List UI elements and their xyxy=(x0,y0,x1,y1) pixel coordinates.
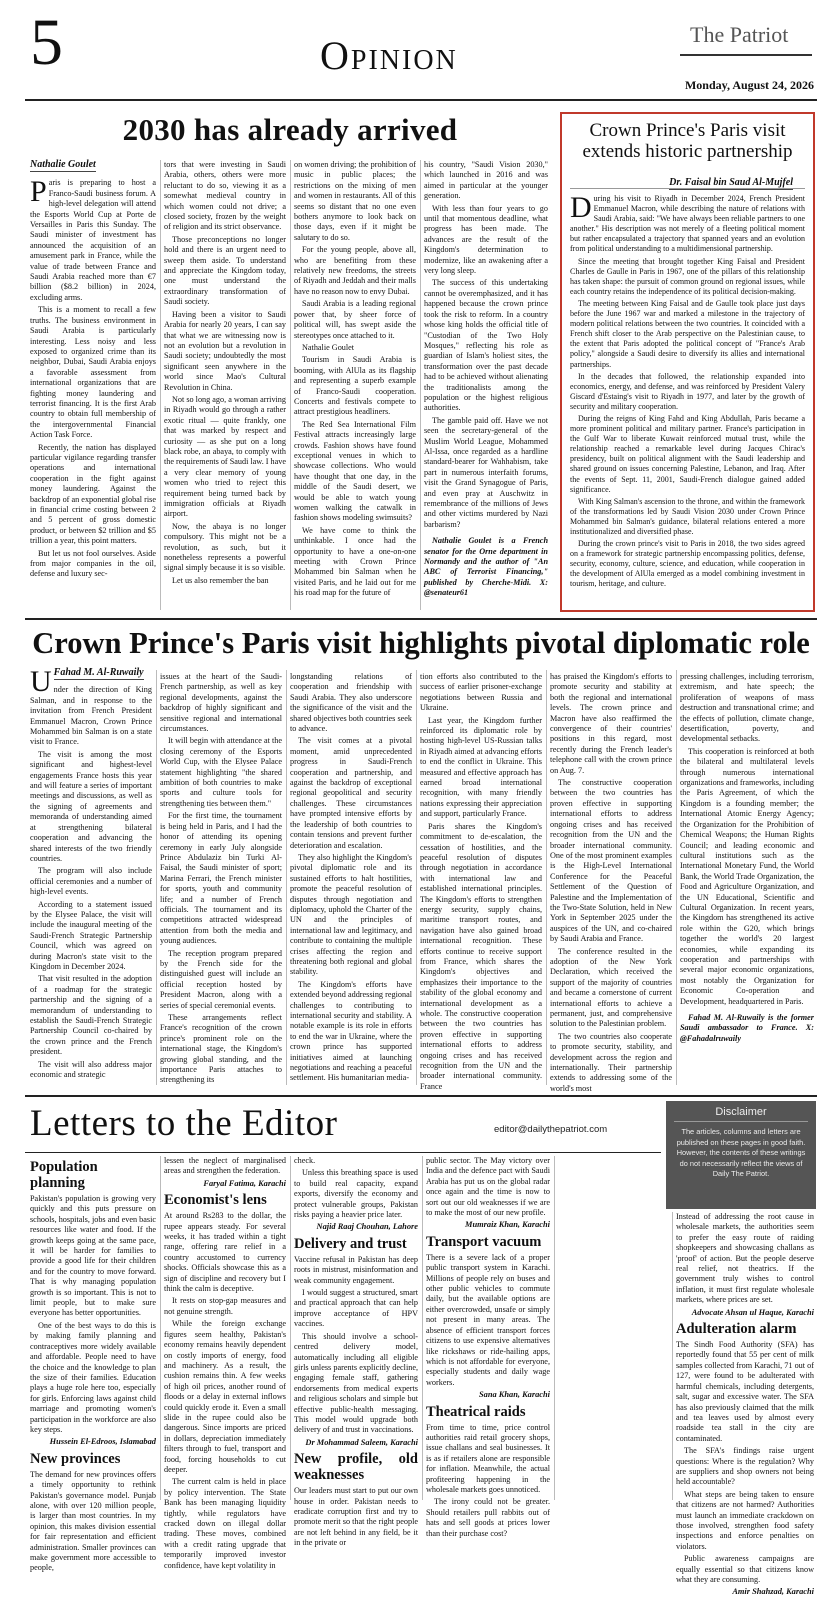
paragraph: This is a moment to recall a few truths. The business environment in Saudi Arabia is particularly interesting. Less noisy and less exposed to organized crime than its neighbor, Dubai, Saudi Arabia enjoys a favorable assessment from international organizations that are fighting money laundering and terrorist financing. It is the first Arab country to obtain full membership of the intergovernmental Financial Action Task Force. xyxy=(30,305,156,440)
column-divider xyxy=(160,160,161,610)
letter-signature: Sana Khan, Karachi xyxy=(479,1390,550,1400)
article1-dropcap: P xyxy=(30,175,47,209)
section-title-text: Opinion xyxy=(320,33,458,78)
paragraph: This should involve a school-centred delivery model, automatically including all eligible girls unless parents explicitly decline, engaging female staff, gathering endorsements from medical experts and religious scholars and simple but effective public-health messaging. This model would upgrade both delivery of and trust in vaccinations. xyxy=(294,1331,418,1435)
column-divider xyxy=(422,1156,423,1500)
paragraph: Our leaders must start to put our own house in order. Pakistan needs to eradicate corruption first and try to promote merit so that the right people are not left behind in any field, be it in the private or xyxy=(294,1486,418,1548)
paragraph: Not so long ago, a woman arriving in Riyadh would go through a rather exotic ritual — quite frankly, one that was marked by respect and curiosity — as she put on a long black robe, an abaya, to comply with the requirements of Saudi law. I have a very clear memory of young women who tried to reject this requirement being turned back by immigration officials at Riyadh airport. xyxy=(164,394,287,519)
letters-col-3 xyxy=(294,1156,418,1548)
column-divider xyxy=(554,1156,555,1500)
page-number: 5 xyxy=(30,6,63,79)
paragraph: public sector. The May victory over India and the defence pact with Saudi Arabia has put us on the global radar once again and the time is now to sort out our old weaknesses if we are to make the most of our new profile. xyxy=(426,1156,550,1218)
letter-signature: Dr Mohammad Saleem, Karachi xyxy=(305,1437,418,1447)
paragraph: In the decades that followed, the relationship expanded into economics, energy, and defense, and was reinforced by President Valery Giscard d'Estaing's visit to Riyadh in 1977, and later by the growth of security and military cooperation. xyxy=(570,371,805,411)
letter-signature: Hussein El-Edroos, Islamabad xyxy=(49,1437,156,1447)
article2-col-4 xyxy=(420,672,542,1091)
column-divider xyxy=(156,670,157,1085)
letter-heading: New profile, old weaknesses xyxy=(294,1451,418,1484)
disclaimer-text: The articles, columns and letters are published on these pages in good faith. However, the contents of these writings do not necessarily reflect the views of Daily The Patriot. xyxy=(676,1127,806,1179)
article1-byline: Nathalie Goulet xyxy=(30,160,96,172)
paragraph: The two countries also cooperate to promote security, stability, and development across the region and internationally. Their partnership extends to addressing some of the world's most xyxy=(550,1031,672,1093)
column-divider xyxy=(676,670,677,1085)
paragraph: During the reigns of King Fahd and King Abdullah, Paris became a more prominent political and military partner. France's participation in the Gulf War to liberate Kuwait reinforced mutual trust, while the relationship reached a remarkable level during Jacques Chirac's presidency, built on political alignment with the Saudi leadership and shared ground on issues concerning Palestine, Lebanon, and Iraq. After the events of Sept. 11, 2001, Saudi-French dialogue gained added significance. xyxy=(570,413,805,494)
paragraph: For the young people, above all, who are benefiting from these relatively new freedoms, the streets of Riyadh and Jeddah and their malls have no reason now to envy Dubai. xyxy=(294,245,416,296)
paragraph: tion efforts also contributed to the success of earlier prisoner-exchange negotiations between Russia and Ukraine. xyxy=(420,672,542,713)
paragraph: The current calm is held in place by policy intervention. The State Bank has been managing liquidity tightly, while regulators have cracked down on illegal dollar trading. These moves, combined with a credit rating upgrade that temporarily improved investor confidence, have kept volatility in xyxy=(164,1477,286,1570)
paragraph: That visit resulted in the adoption of a roadmap for the strategic partnership and the signing of a memorandum of understanding to establish the Saudi-French Strategic Partnership Council co-chaired by the crown prince and the French president. xyxy=(30,974,152,1057)
sidebar-dropcap: D xyxy=(570,191,592,224)
letters-col-2 xyxy=(164,1156,286,1570)
column-divider xyxy=(672,1212,673,1500)
paragraph: It will begin with attendance at the closing ceremony of the Esports World Cup, with the Elysee Palace statement highlighting "the shared ambition of both countries to make sports and culture tools for strengthening ties between them." xyxy=(160,736,282,808)
paragraph: Public awareness campaigns are equally essential so that citizens know what they are consuming. xyxy=(676,1554,814,1584)
article1-footnote: Nathalie Goulet is a French senator for the Orne department in Normandy and the author of "An ABC of Terrorist Financing," published by Cherche-Midi. X: @senateur61 xyxy=(424,536,548,598)
article2-col-5 xyxy=(550,672,672,1093)
paragraph: Now, the abaya is no longer compulsory. This might not be a revolution, as such, but it nonetheless represents a powerful signal simply because it is so visible. xyxy=(164,521,286,573)
paragraph: Those preconceptions no longer hold and there is an urgent need to sweep them aside. To understand and appreciate the Kingdom today, one must understand the extraordinary transformation of Saudi society. xyxy=(164,234,286,307)
paragraph: The visit comes at a pivotal moment, amid unprecedented progress in Saudi-French cooperation and partnership, and against the backdrop of exceptional regional geopolitical and security challenges. These circumstances have prompted intensive efforts by the leadership of both countries to contain tensions and prevent further deterioration and escalation. xyxy=(290,736,412,850)
paragraph: Nathalie Goulet xyxy=(302,342,355,352)
paragraph: longstanding relations of cooperation and friendship with Saudi Arabia. They also underscore the significance of the visit and the shared objectives both countries seek to advance. xyxy=(290,672,412,734)
paragraph: aris is preparing to host a Franco-Saudi business forum. A high-level delegation will attend the Esports World Cup at Porte de Versailles in Paris this Sunday. The Saudi minister of investment has announced the acquisition of an amusement park in France, while the value of trade between France and Saudi Arabia reached more than €7 billion ($8.2 billion) in 2024, excluding arms. xyxy=(30,178,156,302)
letter-heading: Population planning xyxy=(30,1159,98,1191)
paragraph: But let us not fool ourselves. Aside from major companies in the oil, defense and luxury sec- xyxy=(30,548,156,579)
paper-name: The Patriot xyxy=(690,22,789,47)
letter-signature: Advocate Ahsan ul Haque, Karachi xyxy=(691,1307,814,1317)
article2-col-3 xyxy=(290,672,412,1088)
paragraph: I would suggest a structured, smart and practical approach that can help improve acceptance of HPV vaccines. xyxy=(294,1288,418,1329)
paragraph: Last year, the Kingdom further reinforced its diplomatic role by hosting high-level US-Russian talks in Riyadh aimed at advancing efforts to end the conflict in Ukraine. This measured and effective approach has earned broad international recognition, with many friendly nations expressing their appreciation and support, particularly France. xyxy=(420,715,542,819)
letter-signature: Mumraiz Khan, Karachi xyxy=(465,1220,550,1230)
article2-headline: Crown Prince's Paris visit highlights pivotal diplomatic role xyxy=(32,626,810,660)
paragraph: The gamble paid off. Have we not seen the secretary-general of the Muslim World League, Mohammed Al-Issa, once regarded as a hardline standard-bearer for Wahhabism, take part in numerous interfaith forums, visit the Grand Synagogue of Paris, and even pray at Auschwitz in remembrance of the millions of Jews and other victims murdered by Nazi barbarism? xyxy=(424,415,548,529)
sidebar-body xyxy=(570,191,805,590)
paragraph: The SFA's findings raise urgent questions: Where is the regulation? Why are suppliers and shop owners not being held accountable? xyxy=(676,1446,814,1487)
paragraph: Paris shares the Kingdom's commitment to de-escalation, the cessation of hostilities, and the peaceful resolution of disputes through negotiation in accordance with international law and established international principles. The Kingdom's efforts to strengthen energy security, supply chains, maritime transport routes, and navigation have also gained broad international recognition. These efforts continue to receive support from France, which shares the Kingdom's objectives and emphasizes their importance to the stability of the global economy and international development as a whole. The constructive cooperation between the two countries has proven effective in supporting international efforts to address ongoing crises and has received recognition from the UN and the broader international community. France xyxy=(420,821,542,1091)
paragraph: The Red Sea International Film Festival attracts increasingly large crowds. Fashion shows have found exceptional venues in which to showcase collections. Who would have thought that one day, in the middle of the Saudi desert, we would be able to watch young women walking the catwalk in fashion shows modeling swimsuits? xyxy=(294,419,416,523)
paragraph: The conference resulted in the adoption of the New York Declaration, which received the support of the majority of countries and became a cornerstone of current international efforts to achieve a permanent, just, and comprehensive solution to the Palestinian problem. xyxy=(550,946,672,1029)
column-divider xyxy=(420,160,421,610)
paragraph: The demand for new provinces offers a timely opportunity to rethink Pakistan's governance model. Punjab alone, with over 120 million people, is larger than most countries. In my opinion, this makes division essential for fair representation and efficient administration. Smaller provinces can make government more accessible to people, xyxy=(30,1469,156,1573)
article2-col-2 xyxy=(160,672,282,1088)
paragraph: What steps are being taken to ensure that citizens are not harmed? Authorities must launch an immediate crackdown on those involved, strengthen food safety inspections and enforce penalties on violators. xyxy=(676,1489,814,1551)
paragraph: issues at the heart of the Saudi-French partnership, as well as key regional developments, against the backdrop of highly significant and sensitive regional and international circumstances. xyxy=(160,672,282,734)
column-divider xyxy=(286,670,287,1085)
sidebar-headline-rule xyxy=(570,188,805,189)
paragraph: Instead of addressing the root cause in wholesale markets, the authorities seem to prefer the easy route of raiding shopkeepers and showcasing challans as 'proof' of action. But the people deserve real relief, not theatrics. If the government truly wishes to control inflation, it must first regulate wholesale markets, where prices are set. xyxy=(676,1212,814,1305)
paragraph: uring his visit to Riyadh in December 2024, French President Emmanuel Macron, while describing the nature of relations with Saudi Arabia, said: "We have always been reliable partners to one another." His description was not merely of a fleeting political moment but rather encapsulated a trajectory that spanned years and an evolution from political understanding to a multidimensional partnership. xyxy=(570,194,805,254)
paragraph: There is a severe lack of a proper public transport system in Karachi. Millions of people rely on buses and other public vehicles to commute daily, but the available options are either overcrowded, unsafe or simply not present in many areas. The absence of efficient transport forces citizens to use expensive alternatives like rickshaws or ride-hailing apps, which is not affordable for everyone, especially students and daily wage workers. xyxy=(426,1252,550,1387)
article1-col-3 xyxy=(294,160,416,612)
letter-signature: Faryal Fatima, Karachi xyxy=(203,1178,286,1188)
article2-col-6 xyxy=(680,672,814,1088)
section-rule-1 xyxy=(25,618,817,620)
paragraph: From time to time, price control authorities raid retail grocery shops, issue challans and seal businesses. It is as if retailers alone are responsible for inflation. Meanwhile, the actual profiteering happening in the wholesale markets goes unnoticed. xyxy=(426,1422,550,1494)
column-divider xyxy=(546,670,547,1085)
paragraph: The program will also include official ceremonies and a number of high-level events. xyxy=(30,866,152,897)
header-bottom-rule xyxy=(25,99,817,101)
paragraph: his country, "Saudi Vision 2030," which launched in 2016 and was aimed in particular at the younger generation. xyxy=(424,160,548,201)
sidebar-byline: Dr. Faisal bin Saud Al-Mujfel xyxy=(669,177,793,188)
letter-heading: Delivery and trust xyxy=(294,1235,407,1252)
paragraph: pressing challenges, including terrorism, extremism, and hate speech; the proliferation of weapons of mass destruction and transnational crime; and the effects of pollution, climate change, desertification, poverty, and developmental setbacks. xyxy=(680,672,814,744)
letter-heading: Transport vacuum xyxy=(426,1233,542,1250)
article2-col-1 xyxy=(30,665,152,1088)
paragraph: While the foreign exchange figures seem healthy, Pakistan's economy remains heavily dependent on costly imports of energy, food and machinery. As a result, the cushion remains thin. A few weeks of high oil prices, another round of floods or a delay in external inflows could quickly erode it. Even a small slide in the rupee could also be dangerous. Since imports are priced in dollars, depreciation immediately filters through to fuel, transport and food, forcing households to cut deeper. xyxy=(164,1319,286,1474)
paragraph: lessen the neglect of marginalised areas and strengthen the federation. xyxy=(164,1156,286,1176)
paragraph: The visit is among the most significant and highest-level engagements France hosts this year and will feature a series of important meetings and discussions, as well as the signing of agreements and memoranda of understanding aimed at strengthening bilateral cooperation and advancing the shared interests of the two friendly countries. xyxy=(30,749,152,863)
article2-footnote: Fahad M. Al-Ruwaily is the former Saudi ambassador to France. X: @Fahadalruwaily xyxy=(680,1013,814,1043)
article2-byline: Fahad M. Al-Ruwaily xyxy=(54,668,144,680)
letters-col-5-main xyxy=(676,1212,814,1597)
paragraph: This cooperation is reinforced at both the bilateral and multilateral levels through numerous international organizations and frameworks, including the Paris Agreement, of which the Kingdom is a founding member; the International Atomic Energy Agency; the Organization for the Prohibition of Chemical Weapons; the Human Rights Council; and leading economic and cultural institutions such as the International Monetary Fund, the World Bank, the World Trade Organization, the Food and Agriculture Organization, and the UN Educational, Scientific and Cultural Organization. In recent years, the Kingdom has strengthened its active role within the G20, which brings together the world's 20 largest economies, while expanding its cooperation and partnerships with several major economic organizations, most notably the Organization for Economic Co-operation and Development, headquartered in Paris. xyxy=(680,746,814,1006)
paragraph: The Sindh Food Authority (SFA) has reportedly found that 55 per cent of milk samples collected from Karachi, 71 out of 127, were found to be adulterated with harmful chemicals, including detergents, salt, sugar and excessive water. The SFA has also previously claimed that the milk and tea leaves used by almost every roadside tea stall in the city are contaminated. xyxy=(676,1340,814,1443)
paragraph: Vaccine refusal in Pakistan has deep roots in mistrust, misinformation and weak community engagement. xyxy=(294,1254,418,1285)
paragraph: has praised the Kingdom's efforts to promote security and stability at both the regional and international levels. The crown prince and Macron have also reaffirmed the convergence of their countries' positions in this regard, most recently during the French leader's telephone call with the crown prince on Aug. 7. xyxy=(550,672,672,775)
article1-col-2 xyxy=(164,160,286,612)
paragraph: During the crown prince's visit to Paris in 2018, the two sides agreed on a framework for strategic partnership encompassing politics, defense, security, economy, culture, science, and education, while cooperation in the development of AlUla emerged as a model combining investment in tourism, heritage, and culture. xyxy=(570,539,805,589)
paragraph: The meeting between King Faisal and de Gaulle took place just days before the June 1967 war and marked a milestone in the trajectory of modern political relations between the two countries. It coincided with a French shift closer to the Arab perspective on the Palestinian cause, to the extent that Paris adopted the political concept of "France's Arab policy," alongside a Saudi desire to diversify its allies and international partnerships. xyxy=(570,298,805,369)
article1-headline: 2030 has already arrived xyxy=(122,112,458,147)
letter-heading: Adulteration alarm xyxy=(676,1321,797,1338)
paragraph: The visit will also address major economic and strategic xyxy=(30,1059,152,1080)
letters-section-title: Letters to the Editor xyxy=(30,1103,338,1144)
paragraph: The Kingdom's efforts have extended beyond addressing regional challenges to contributing to international security and stability. A notable example is its role in efforts to end the war in Ukraine, where the crown prince has supported initiatives aimed at launching negotiations and reaching a peaceful settlement. His humanitarian media- xyxy=(290,979,412,1083)
paragraph: The success of this undertaking cannot be overemphasized, and it has happened because the crown prince took the risk to reform. In a country whose king holds the official title of "Custodian of the Two Holy Mosques," reflecting his role as guardian of Islam's holiest sites, the transformation over the past decade had to be achieved without alienating the traditionalists among the population or the highest religious authorities. xyxy=(424,278,548,413)
paragraph: Saudi Arabia is a leading regional power that, by sheer force of political will, has swept aside the stereotypes once attached to it. xyxy=(294,299,416,340)
letters-col-1 xyxy=(30,1156,156,1573)
paragraph: These arrangements reflect France's recognition of the crown prince's prominent role on the international stage, the Kingdom's growing global standing, and the importance Paris attaches to strengthening its xyxy=(160,1013,282,1085)
article1-col-1 xyxy=(30,160,156,612)
section-title xyxy=(320,34,458,78)
paragraph: nder the direction of King Salman, and in response to the invitation from French President Emmanuel Macron, Crown Prince Mohammed bin Salman is on a state visit to France. xyxy=(30,685,152,747)
paragraph: One of the best ways to do this is by making family planning and contraceptives more widely available and affordable. People need to have the choice and the knowledge to plan the size of their families. Education plays a huge role here too, especially for girls. Enforcing laws against child marriage and promoting women's participation in the workforce are also key steps. xyxy=(30,1320,156,1434)
letter-heading: Economist's lens xyxy=(164,1192,267,1209)
paragraph: At around Rs283 to the dollar, the rupee appears steady. For several weeks, it has traded within a tight range, offering rare relief in a country accustomed to currency shocks. Officials showcase this as a sign of discipline and recovery but I think the calm is deceptive. xyxy=(164,1211,286,1294)
column-divider xyxy=(416,670,417,1085)
issue-date: Monday, August 24, 2026 xyxy=(684,78,814,92)
paragraph: With King Salman's ascension to the throne, and within the framework of the transformations led by Saudi Vision 2030 under Crown Prince Mohammed bin Salman's guidance, bilateral relations entered a more institutionalized and diversified phase. xyxy=(570,496,805,536)
paragraph: For the first time, the tournament is being held in Paris, and I had the honor of attending its opening ceremony in early July alongside Prince Abdulaziz bin Turki Al-Faisal, the Saudi minister of sport; Marina Ferrari, the French minister for sports, youth and community life; and a number of French officials. The tournament and its competitions attracted widespread attention from both the media and young audiences. xyxy=(160,811,282,946)
paragraph: It rests on stop-gap measures and not genuine strength. xyxy=(164,1296,286,1316)
paragraph: Unless this breathing space is used to build real capacity, expand exports, diversify the economy and protect vulnerable groups, Pakistan risks paying a heavier price later. xyxy=(294,1168,418,1220)
sidebar-headline: Crown Prince's Paris visit extends historic partnership xyxy=(582,120,793,162)
paragraph: According to a statement issued by the Elysee Palace, the visit will include the inaugural meeting of the Saudi-French Strategic Partnership Council, which was agreed on during Macron's state visit to the Kingdom in December 2024. xyxy=(30,899,152,971)
paragraph: on women driving; the prohibition of music in public places; the restrictions on the mixing of men and women in restaurants. All of this seems so distant that no one even bothers anymore to look back on those days, even if it might be salutary to do so. xyxy=(294,160,416,242)
paragraph: The constructive cooperation between the two countries has proven effective in supporting international efforts to address ongoing crises and has received recognition from the UN and the broader international community. One of the most prominent examples is the High-Level International Conference for the Peaceful Settlement of the Question of Palestine and the Implementation of the Two-State Solution, held in New York in September 2025 under the auspices of the UN, and co-chaired by Saudi Arabia and France. xyxy=(550,778,672,944)
article1-body-1 xyxy=(30,175,156,579)
letter-heading: Theatrical raids xyxy=(426,1403,526,1420)
column-divider xyxy=(160,1156,161,1500)
paragraph: Let us also remember the ban xyxy=(172,575,269,585)
paragraph: tors that were investing in Saudi Arabia, others, others were more reluctant to do so, viewing it as a somewhat medieval country in which women could not drive; a closed society, frozen by the weight of religion and its strict observance. xyxy=(164,160,286,232)
paragraph: Since the meeting that brought together King Faisal and President Charles de Gaulle in Paris in 1967, one of the pillars of this relationship has taken shape: the pursuit of common ground on regional issues, while each country retains the independence of its political decision-making. xyxy=(570,256,805,296)
letters-header-rule xyxy=(25,1152,661,1153)
paragraph: The irony could not be greater. Should retailers pull rabbits out of hats and sell goods at prices lower than their purchase cost? xyxy=(426,1497,550,1538)
editor-email[interactable]: editor@dailythepatriot.com xyxy=(494,1124,608,1135)
paragraph: Recently, the nation has displayed particular vigilance regarding transfer operations and international cooperation in the fight against money laundering. Against the backdrop of an exponential global rise in financial crime costing between 2 and 5 percent of gross domestic product, or between $2 trillion and $5 trillion a year, this point matters. xyxy=(30,442,156,546)
article2-dropcap: U xyxy=(30,665,52,698)
column-divider xyxy=(290,1156,291,1500)
column-divider xyxy=(290,160,291,610)
disclaimer-box xyxy=(666,1101,816,1209)
paragraph: Having been a visitor to Saudi Arabia for nearly 20 years, I can say that what we are witnessing now is not an evolution but a revolution in Saudi society; undoubtedly the most significant seen anywhere in the world since Mao's Cultural Revolution in China. xyxy=(164,309,286,392)
disclaimer-title: Disclaimer xyxy=(674,1106,808,1122)
letter-heading: New provinces xyxy=(30,1450,121,1467)
paragraph: check. xyxy=(294,1156,316,1165)
paragraph: With less than four years to go until that momentous deadline, what progress has been made. The advances are the result of the Kingdom's determination to modernize, like an awakening after a very long sleep. xyxy=(424,203,548,276)
header-rule xyxy=(680,54,812,56)
paragraph: We have come to think the unthinkable. I once had the opportunity to have a one-on-one meeting with Crown Prince Mohammed bin Salman when he visited Paris, and he laid out for me his road map for the future of xyxy=(294,525,416,598)
letter-signature: Amir Shahzad, Karachi xyxy=(732,1587,814,1597)
sidebar-box xyxy=(560,112,815,612)
letters-spacer xyxy=(558,1156,668,1500)
paragraph: Tourism in Saudi Arabia is booming, with AlUla as its flagship and representing a superb example of Franco-Saudi cooperation. Concerts and festivals compete to attract prestigious headliners. xyxy=(294,355,416,417)
paragraph: The reception program prepared by the French side for the distinguished guest will include an official reception hosted by President Macron, along with a series of special ceremonial events. xyxy=(160,948,282,1010)
paragraph: Pakistan's population is growing very quickly and this puts pressure on schools, hospitals, jobs and even basic resources like water and food. If the growth keeps going at the same pace, it will be harder for families to provide a good life for their children and for the country to move forward. That is why managing population growth is so important. This is not to limit people, but to make sure everyone has better opportunities. xyxy=(30,1194,156,1318)
letters-col-4 xyxy=(426,1156,550,1538)
paragraph: They also highlight the Kingdom's pivotal diplomatic role and its sustained efforts to halt hostilities, promote the peaceful resolution of disputes through negotiation and diplomacy, uphold the Charter of the UN and the principles of international law and legitimacy, and contribute to containing the multiple crises affecting the region and threatening both regional and global stability. xyxy=(290,852,412,977)
article1-col-4 xyxy=(424,160,548,612)
letter-signature: Najid Raaj Chouhan, Lahore xyxy=(316,1222,418,1232)
section-rule-2 xyxy=(25,1095,817,1097)
